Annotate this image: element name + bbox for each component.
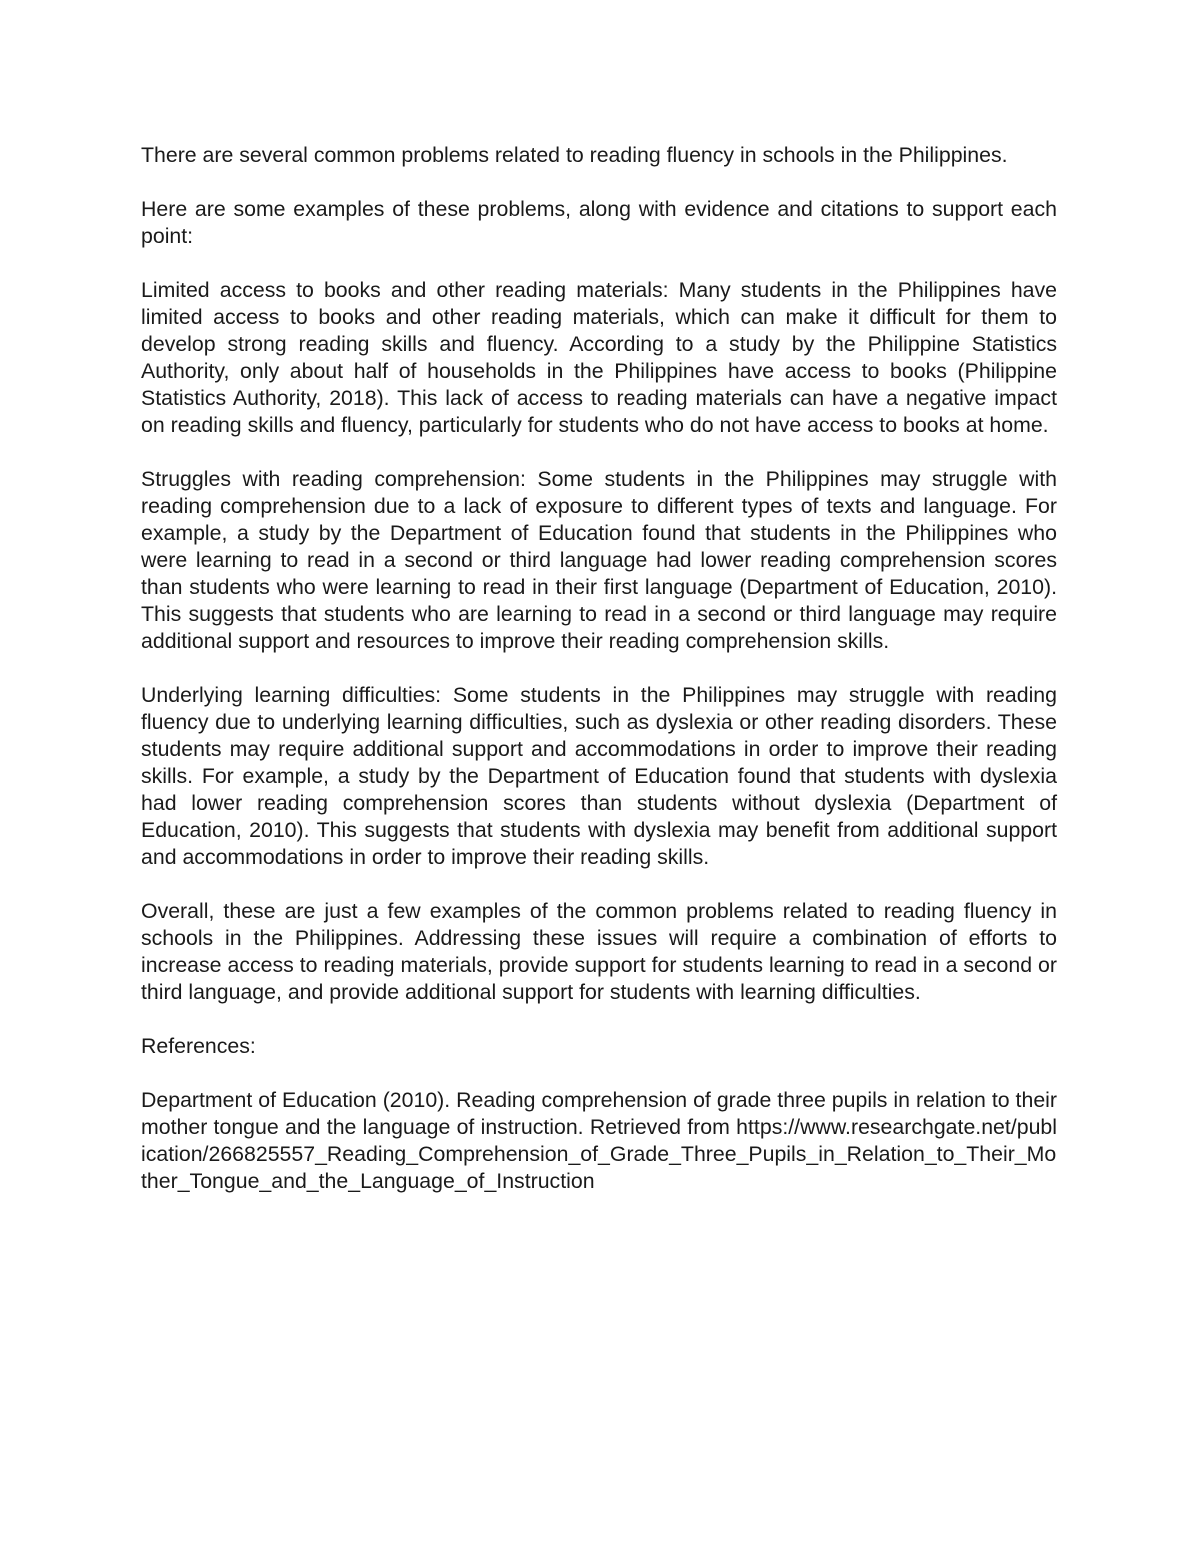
section-reading-comprehension: Struggles with reading comprehension: Some students in the Philippines may struggle with reading comprehension due to a lack of exposure to different types of texts and language. For example, a study by the Department of Education found that students in the Philippines who were learning to read in a second or third language had lower reading comprehension scores than students who were learning to read in their first language (Department of Education, 2010). This suggests that students who are learning to read in a second or third language may require additional support and resources to improve their reading comprehension skills. [141, 467, 1057, 653]
document-page [141, 142, 1057, 1195]
intro-paragraph-1: There are several common problems related to reading fluency in schools in the Philippines. [141, 143, 1008, 167]
section-learning-difficulties: Underlying learning difficulties: Some students in the Philippines may struggle with reading fluency due to underlying learning difficulties, such as dyslexia or other reading disorders. These students may require additional support and accommodations in order to improve their reading skills. For example, a study by the Department of Education found that students with dyslexia had lower reading comprehension scores than students without dyslexia (Department of Education, 2010). This suggests that students with dyslexia may benefit from additional support and accommodations in order to improve their reading skills. [141, 683, 1057, 869]
reference-url[interactable]: https://www.researchgate.net/publication/266825557_Reading_Comprehension_of_Grade_Three_Pupils_in_Relation_to_Their_Mother_Tongue_and_the_Language_of_Instruction [141, 1115, 1057, 1193]
references-heading: References: [141, 1034, 256, 1058]
reference-text: Department of Education (2010). Reading comprehension of grade three pupils in relation to their mother tongue and the language of instruction. Retrieved from [141, 1088, 1057, 1139]
section-limited-access: Limited access to books and other reading materials: Many students in the Philippines have limited access to books and other reading materials, which can make it difficult for them to develop strong reading skills and fluency. According to a study by the Philippine Statistics Authority, only about half of households in the Philippines have access to books (Philippine Statistics Authority, 2018). This lack of access to reading materials can have a negative impact on reading skills and fluency, particularly for students who do not have access to books at home. [141, 278, 1057, 437]
reference-entry [141, 1087, 1057, 1195]
section-overall: Overall, these are just a few examples of the common problems related to reading fluency in schools in the Philippines. Addressing these issues will require a combination of efforts to increase access to reading materials, provide support for students learning to read in a second or third language, and provide additional support for students with learning difficulties. [141, 899, 1057, 1004]
intro-paragraph-2: Here are some examples of these problems, along with evidence and citations to support each point: [141, 197, 1057, 248]
